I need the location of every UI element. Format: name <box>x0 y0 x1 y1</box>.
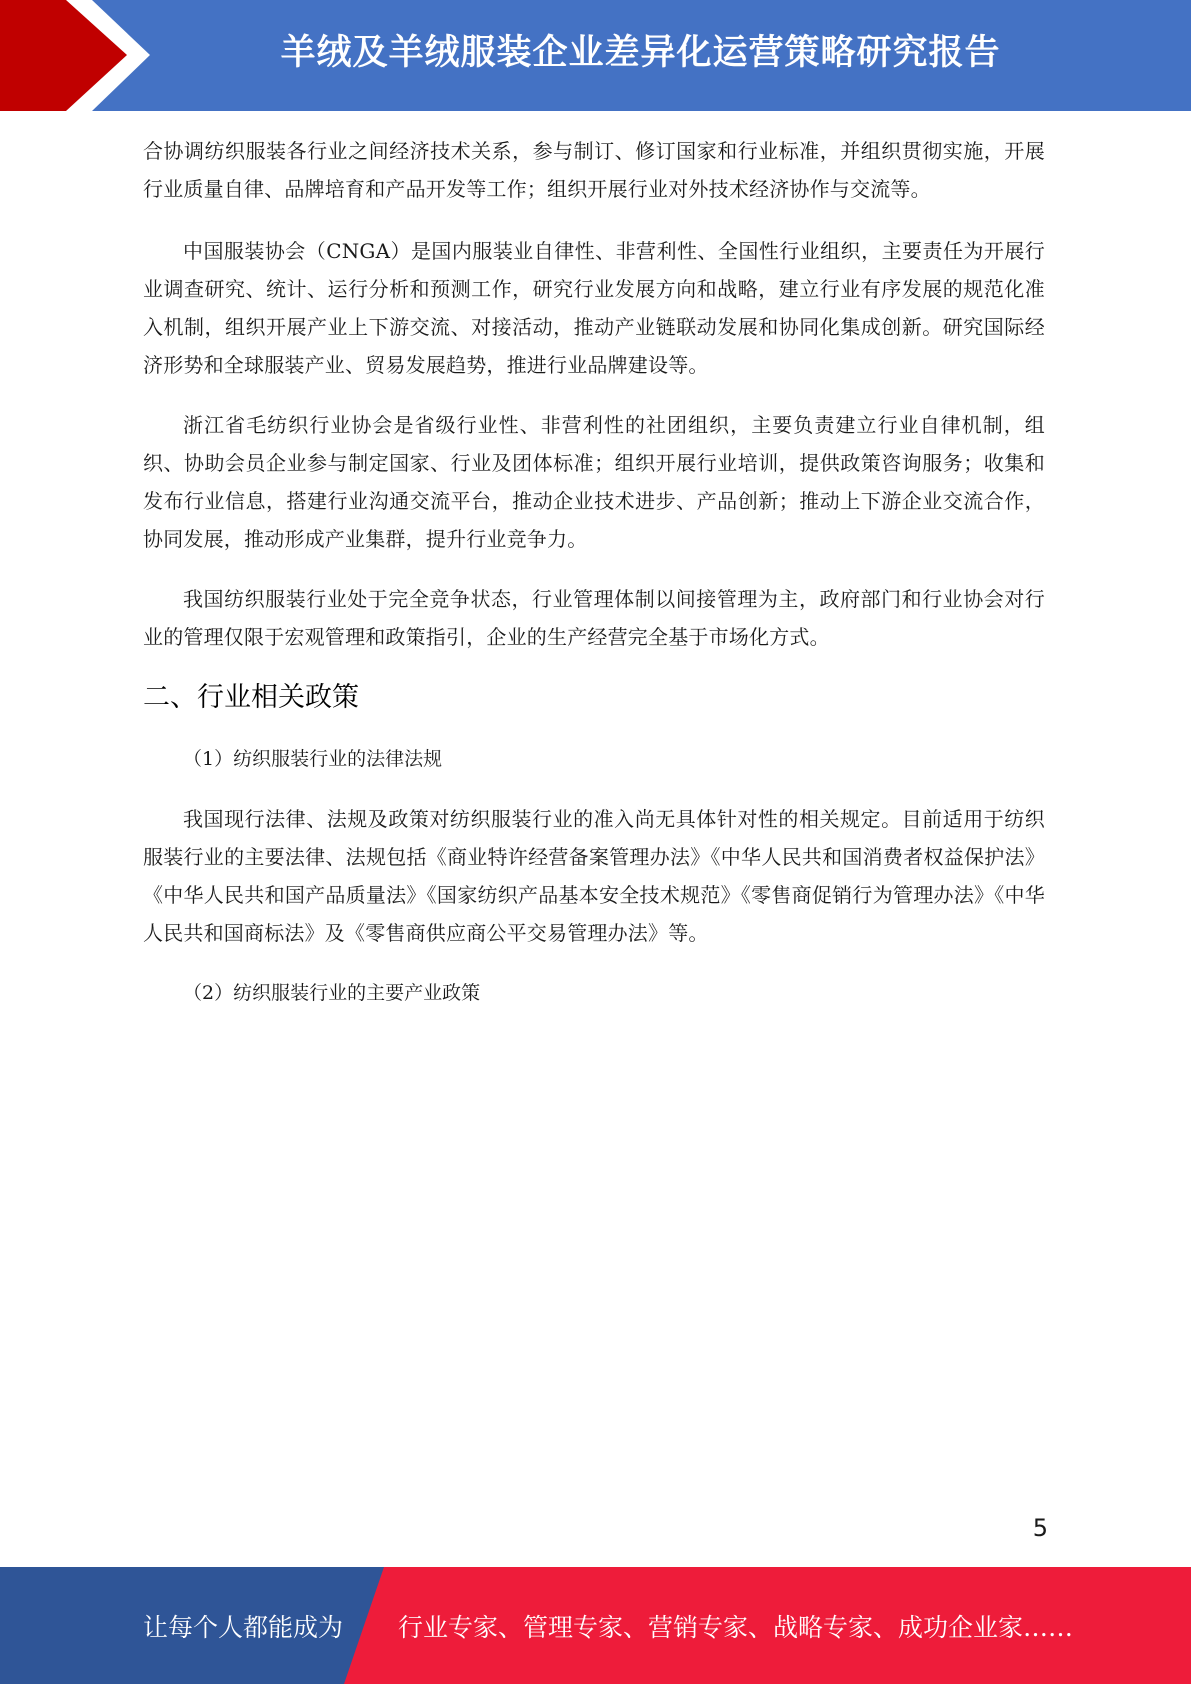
paragraph-laws: 我国现行法律、法规及政策对纺织服装行业的准入尚无具体针对性的相关规定。目前适用于纺织服装行业的主要法律、法规包括《商业特许经营备案管理办法》《中华人民共和国消费者权益保护法》《中华人民共和国产品质量法》《国家纺织产品基本安全技术规范》《零售商促销行为管理办法》《中华人民共和国商标法》及《零售商供应商公平交易管理办法》等。 <box>143 807 1045 945</box>
subheading-industrial-policies: （2）纺织服装行业的主要产业政策 <box>183 982 481 1004</box>
document-body <box>143 132 1045 1034</box>
section-heading-policies: 二、行业相关政策 <box>143 682 359 713</box>
paragraph-management-system: 我国纺织服装行业处于完全竞争状态，行业管理体制以间接管理为主，政府部门和行业协会对行业的管理仅限于宏观管理和政策指引，企业的生产经营完全基于市场化方式。 <box>143 587 1045 649</box>
footer-slogan-left: 让每个人都能成为 <box>143 1613 344 1642</box>
subheading-laws: （1）纺织服装行业的法律法规 <box>183 748 443 770</box>
page-number: 5 <box>1032 1514 1048 1542</box>
page-header <box>0 0 1191 111</box>
paragraph-cnga: 中国服装协会（CNGA）是国内服装业自律性、非营利性、全国性行业组织，主要责任为开展行业调查研究、统计、运行分析和预测工作，研究行业发展方向和战略，建立行业有序发展的规范化准入机制，组织开展产业上下游交流、对接活动，推动产业链联动发展和协同化集成创新。研究国际经济形势和全球服装产业、贸易发展趋势，推进行业品牌建设等。 <box>143 239 1045 377</box>
paragraph-continued: 合协调纺织服装各行业之间经济技术关系，参与制订、修订国家和行业标准，并组织贯彻实施，开展行业质量自律、品牌培育和产品开发等工作；组织开展行业对外技术经济协作与交流等。 <box>143 139 1045 201</box>
paragraph-zhejiang-association: 浙江省毛纺织行业协会是省级行业性、非营利性的社团组织，主要负责建立行业自律机制，组织、协助会员企业参与制定国家、行业及团体标准；组织开展行业培训，提供政策咨询服务；收集和发布行业信息，搭建行业沟通交流平台，推动企业技术进步、产品创新；推动上下游企业交流合作，协同发展，推动形成产业集群，提升行业竞争力。 <box>143 413 1045 551</box>
footer-slogan-right: 行业专家、管理专家、营销专家、战略专家、成功企业家…… <box>398 1613 1074 1642</box>
page-footer <box>0 1567 1191 1684</box>
report-title: 羊绒及羊绒服装企业差异化运营策略研究报告 <box>280 33 1001 73</box>
